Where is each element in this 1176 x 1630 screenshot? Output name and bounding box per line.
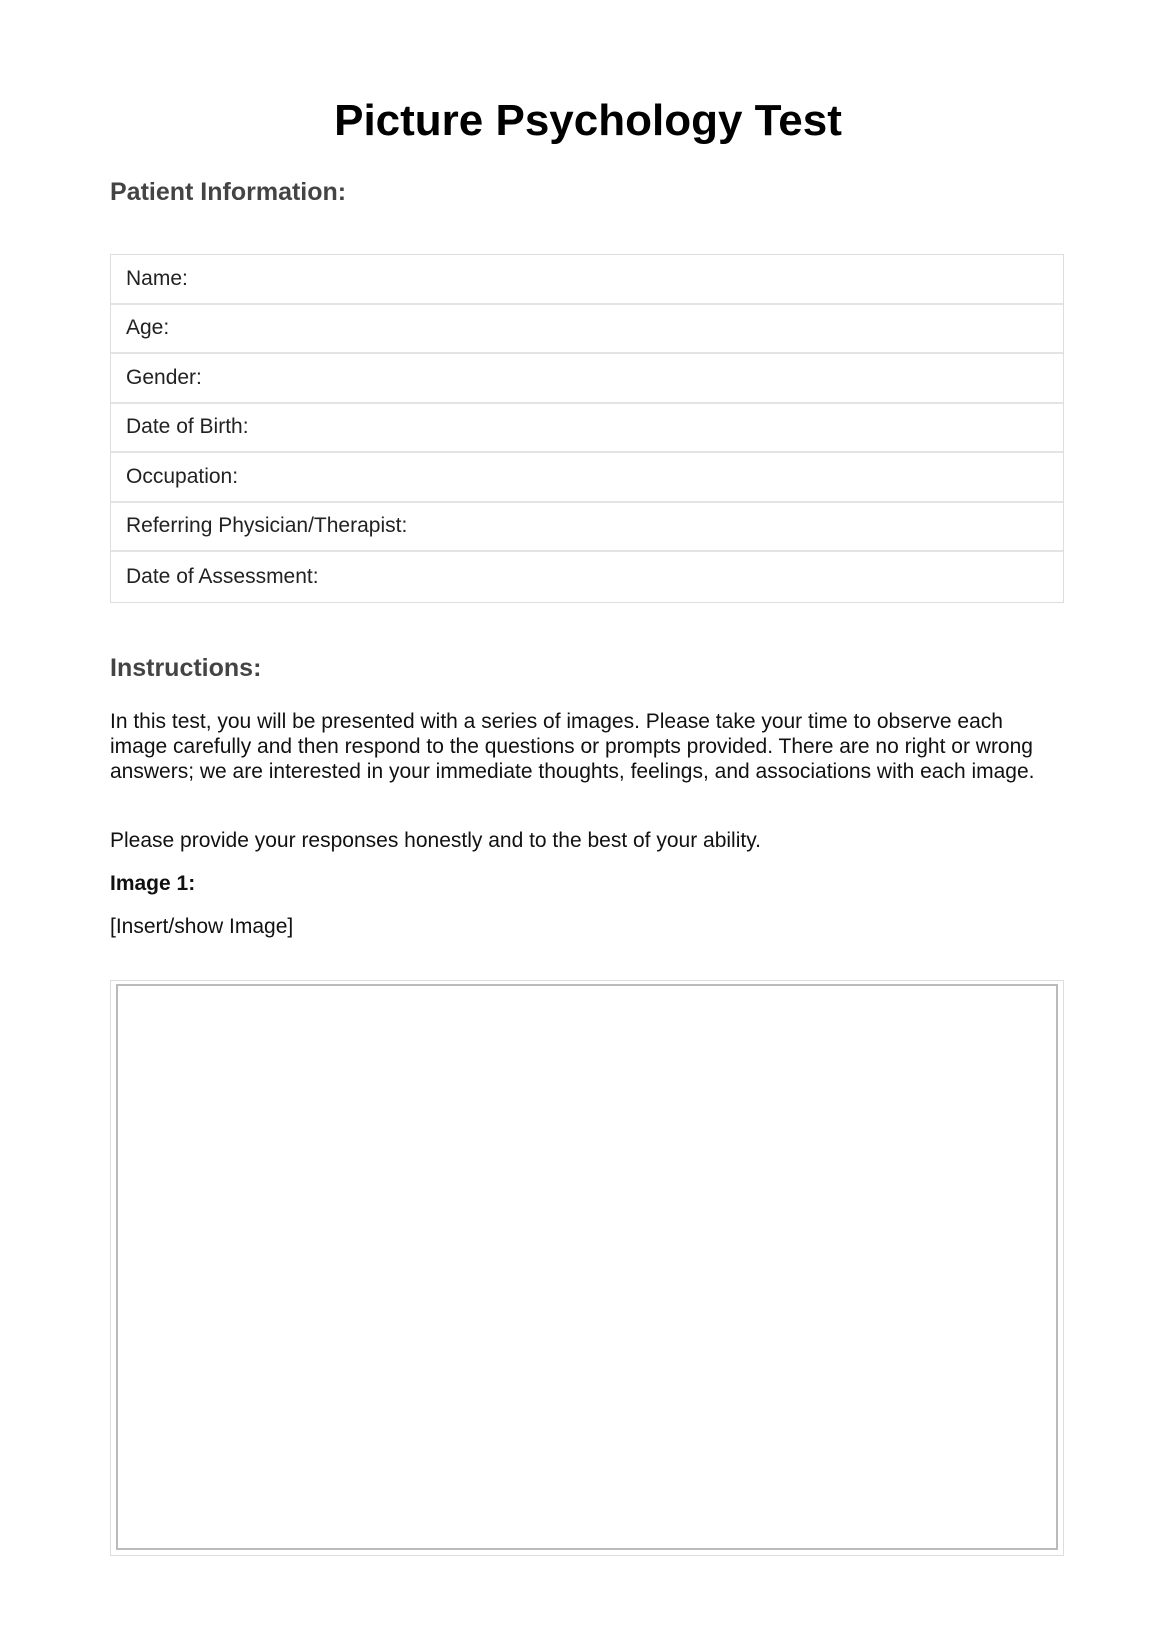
patient-information-heading: Patient Information: (110, 178, 347, 206)
field-gender[interactable] (111, 354, 1063, 404)
image-placeholder-area (116, 984, 1058, 1550)
field-label: Name: (126, 266, 188, 290)
field-label: Occupation: (126, 464, 239, 488)
field-label: Age: (126, 316, 170, 340)
page-title: Picture Psychology Test (334, 96, 842, 145)
field-referring-physician[interactable] (111, 503, 1063, 553)
image-label: Image 1: (110, 872, 196, 895)
field-label: Date of Assessment: (126, 564, 319, 588)
field-occupation[interactable] (111, 453, 1063, 503)
instructions-heading: Instructions: (110, 654, 262, 682)
field-date-of-birth[interactable] (111, 404, 1063, 454)
patient-information-table (110, 254, 1064, 603)
field-label: Date of Birth: (126, 415, 249, 439)
instructions-paragraph: In this test, you will be presented with a series of images. Please take your time to observe each image carefully and then respond to the questions or prompts provided. There are no right or wrong answers; we are interested in your immediate thoughts, feelings, and associations with each image. (110, 710, 1035, 783)
field-label: Gender: (126, 365, 202, 389)
field-label: Referring Physician/Therapist: (126, 514, 408, 538)
field-date-of-assessment[interactable] (111, 552, 1063, 602)
image-placeholder-text: [Insert/show Image] (110, 915, 294, 938)
image-frame (110, 980, 1064, 1556)
field-name[interactable] (111, 255, 1063, 305)
instructions-note: Please provide your responses honestly and to the best of your ability. (110, 829, 761, 852)
field-age[interactable] (111, 305, 1063, 355)
